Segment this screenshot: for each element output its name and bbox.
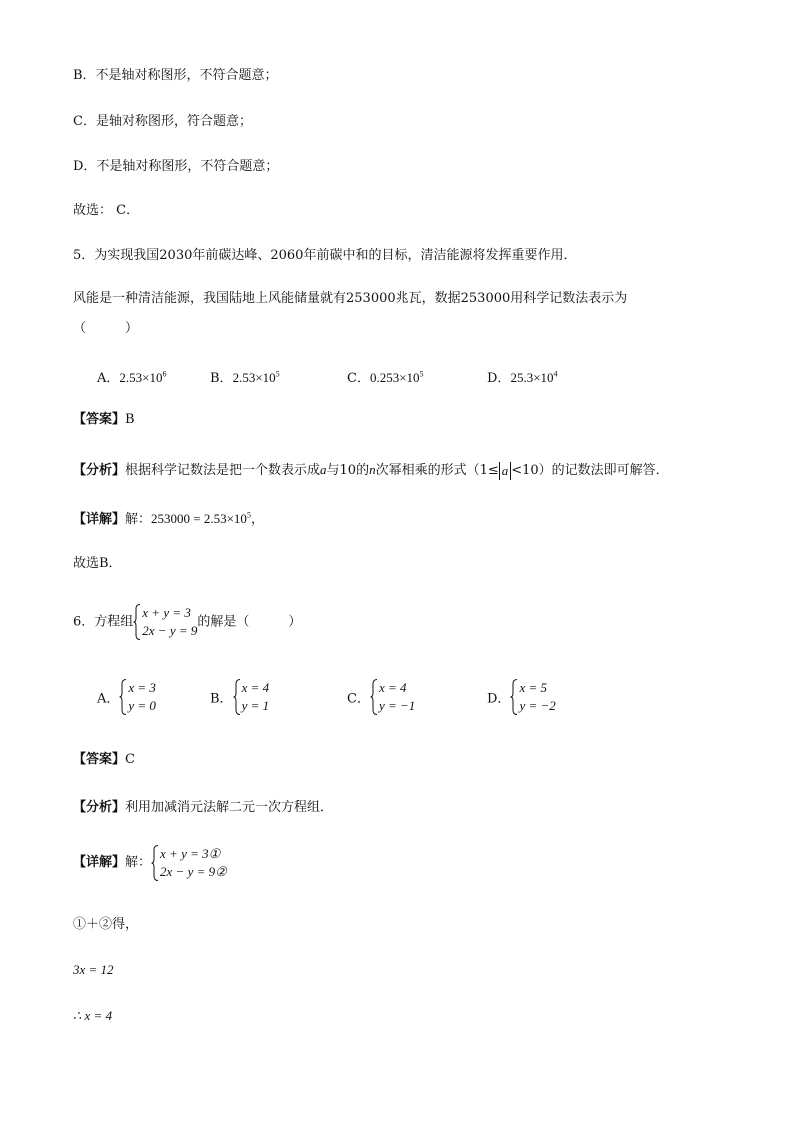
q5-detail [73,510,264,529]
q6-option-c-label: C． [347,691,370,707]
q6-answer [73,751,135,769]
q5-option-b-value: 2.53×10 [232,370,276,385]
q6-option-a-row1: x = 3 [128,680,156,695]
q6-option-d-label: D． [487,691,511,707]
q5-analysis-var-n: n [369,462,376,477]
q6-option-a-row2: y = 0 [128,698,156,713]
q4-conclusion: 故选： C． [73,203,140,218]
left-brace-icon [510,679,518,715]
q6-option-c [347,679,415,715]
q6-detail-tag: 【详解】 [73,855,126,870]
q5-answer [73,411,135,429]
q5-option-a-label: A． [97,371,120,386]
q6-answer-tag: 【答案】 [73,752,126,767]
q5-option-d-exp: 4 [553,369,558,379]
q5-analysis-text-c: 次幂相乘的形式（1≤ [375,463,499,478]
solution-step-3x: 3x = 12 [73,962,114,977]
q6-option-b-row1: x = 4 [241,680,270,695]
q5-option-c-value: 0.253×10 [369,370,420,385]
q5-stem-line2: 风能是一种清洁能源，我国陆地上风能储量就有253000兆瓦，数据253000用科学记数法表示为 [73,291,628,306]
q6-stem-prefix: 6．方程组 [73,614,134,630]
q5-option-a [97,367,166,386]
q6-option-a [97,679,156,715]
q6-detail-system [151,845,227,881]
q6-option-b-label: B． [210,691,233,707]
q6-option-b-row2: y = 1 [241,698,270,713]
q6-analysis-text: 利用加减消元法解二元一次方程组． [125,800,334,815]
q6-detail-row2: 2x − y = 9② [160,864,227,879]
q6-system-row1: x + y = 3 [142,605,191,620]
q5-answer-value: B [125,412,135,427]
q6-option-c-row1: x = 4 [378,680,407,695]
q5-detail-end: ， [250,512,264,527]
q5-stem-line1: 5．为实现我国2030年前碳达峰、2060年前碳中和的目标，清洁能源将发挥重要作用． [73,248,577,263]
q6-equation-system [133,604,197,640]
q5-analysis-text-a: 根据科学记数法是把一个数表示成 [125,463,321,478]
left-brace-icon [151,845,159,881]
option-b-explanation: B．不是轴对称图形，不符合题意； [73,68,278,83]
q6-detail-prefix: 解： [125,855,152,870]
q5-option-d-label: D． [487,371,511,386]
q6-option-d-row2: y = −2 [519,698,556,713]
q6-option-c-system [370,679,415,715]
q6-option-b [210,679,269,715]
left-brace-icon [133,604,141,640]
q6-analysis [73,799,333,817]
q6-detail-row1: x + y = 3① [160,846,221,861]
q5-detail-tag: 【详解】 [73,512,126,527]
q6-stem [73,604,301,640]
q6-option-c-row2: y = −1 [378,698,416,713]
q5-answer-tag: 【答案】 [73,412,126,427]
q5-option-a-exp: 6 [162,369,167,379]
solution-step-add: ①＋②得， [73,917,139,932]
q5-analysis-text-b: 与10的 [326,463,370,478]
q6-option-a-system [119,679,156,715]
q5-answer-paren: （ ） [73,321,139,336]
q6-detail [73,845,227,881]
q5-analysis-abs-a: a [499,462,512,480]
q6-option-a-label: A． [97,691,120,707]
left-brace-icon [119,679,127,715]
q6-option-d-row1: x = 5 [519,680,547,695]
left-brace-icon [233,679,241,715]
q6-analysis-tag: 【分析】 [73,800,126,815]
q5-conclusion: 故选B． [73,556,122,571]
q6-option-b-system [233,679,270,715]
solution-step-x: ∴ x = 4 [73,1008,113,1023]
left-brace-icon [370,679,378,715]
q5-analysis-tag: 【分析】 [73,463,126,478]
q5-option-c [347,367,424,386]
q5-analysis-var-a: a [320,462,327,477]
q5-detail-text: 解：253000 = 2.53×10 [125,511,247,526]
q5-option-c-exp: 5 [419,369,424,379]
q6-option-d [487,679,556,715]
q6-stem-suffix: 的解是（ ） [197,614,302,630]
q5-option-c-label: C． [347,371,370,386]
q5-analysis [73,461,669,480]
q5-detail-exp: 5 [246,510,251,520]
q5-option-a-value: 2.53×10 [119,370,163,385]
option-d-explanation: D．不是轴对称图形，不符合题意； [73,159,279,174]
q6-answer-value: C [125,752,135,767]
q6-system-row2: 2x − y = 9 [142,623,198,638]
q6-option-d-system [510,679,555,715]
q5-option-b-exp: 5 [275,369,280,379]
option-c-explanation: C．是轴对称图形，符合题意； [73,114,252,129]
q5-option-d [487,367,558,386]
q5-analysis-text-d: <10）的记数法即可解答． [511,463,669,478]
q5-option-b [210,367,280,386]
q5-option-d-value: 25.3×10 [510,370,554,385]
q5-option-b-label: B． [210,371,233,386]
